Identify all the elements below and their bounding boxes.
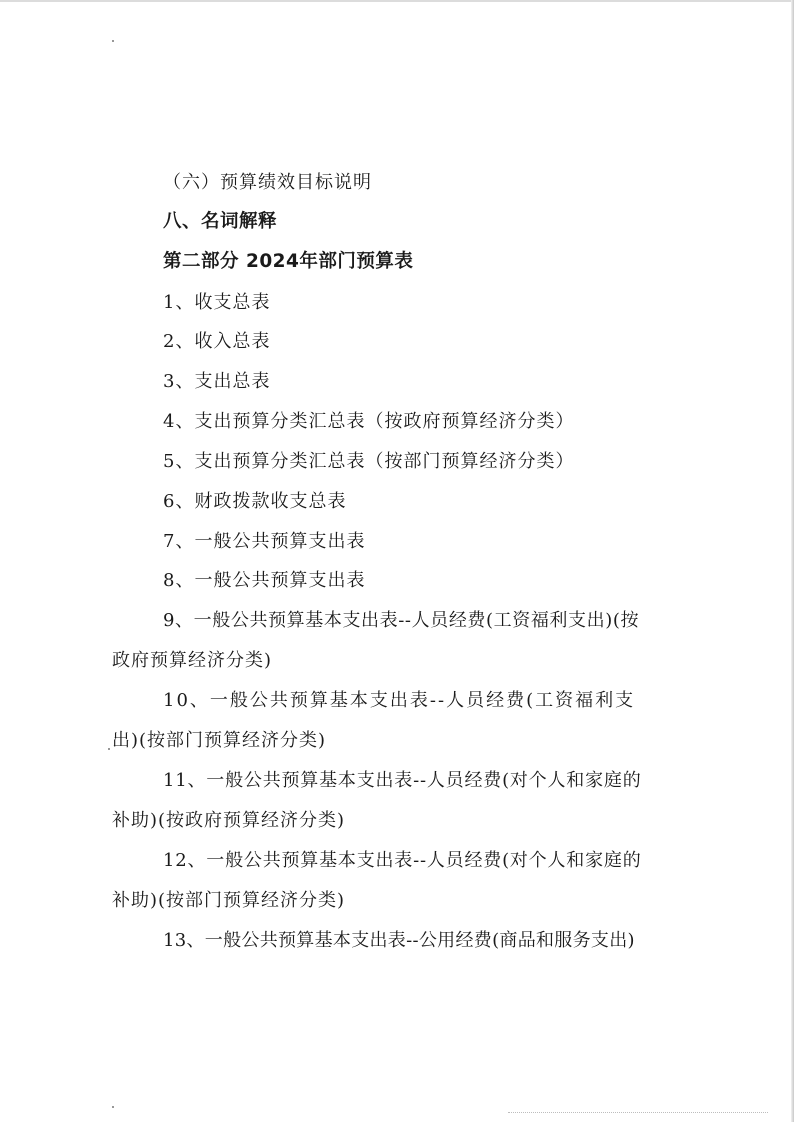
toc-item-12-line-1: 12、一般公共预算基本支出表--人员经费(对个人和家庭的: [163, 850, 642, 871]
toc-item-10-line-1: 10、一般公共预算基本支出表--人员经费(工资福利支: [163, 690, 636, 711]
section-heading-performance-goals: （六）预算绩效目标说明: [163, 172, 372, 193]
toc-item-12-line-2: 补助)(按部门预算经济分类): [112, 890, 346, 911]
toc-item-13-line-1: 13、一般公共预算基本支出表--公用经费(商品和服务支出): [163, 930, 635, 951]
toc-item-9-line-2: 政府预算经济分类): [112, 650, 273, 671]
toc-item-1: 1、收支总表: [163, 292, 271, 313]
toc-item-6: 6、财政拨款收支总表: [163, 491, 347, 512]
toc-item-4: 4、支出预算分类汇总表（按政府预算经济分类）: [163, 411, 575, 432]
toc-item-11-line-1: 11、一般公共预算基本支出表--人员经费(对个人和家庭的: [163, 770, 642, 791]
part-heading-budget-tables: 第二部分 2024年部门预算表: [163, 251, 414, 272]
scan-edge-top: [0, 0, 794, 2]
section-heading-glossary: 八、名词解释: [163, 211, 278, 232]
toc-item-2: 2、收入总表: [163, 331, 271, 352]
scan-artifact-dots: [508, 1112, 768, 1114]
toc-item-3: 3、支出总表: [163, 371, 271, 392]
toc-item-11-line-2: 补助)(按政府预算经济分类): [112, 810, 346, 831]
scan-speck: [108, 748, 110, 750]
toc-item-8: 8、一般公共预算支出表: [163, 570, 366, 591]
toc-item-9-line-1: 9、一般公共预算基本支出表--人员经费(工资福利支出)(按: [163, 610, 640, 631]
toc-item-10-line-2: 出)(按部门预算经济分类): [112, 730, 327, 751]
scan-speck: [112, 40, 114, 42]
toc-item-5: 5、支出预算分类汇总表（按部门预算经济分类）: [163, 451, 575, 472]
scan-speck: [112, 1106, 114, 1108]
toc-item-7: 7、一般公共预算支出表: [163, 531, 366, 552]
